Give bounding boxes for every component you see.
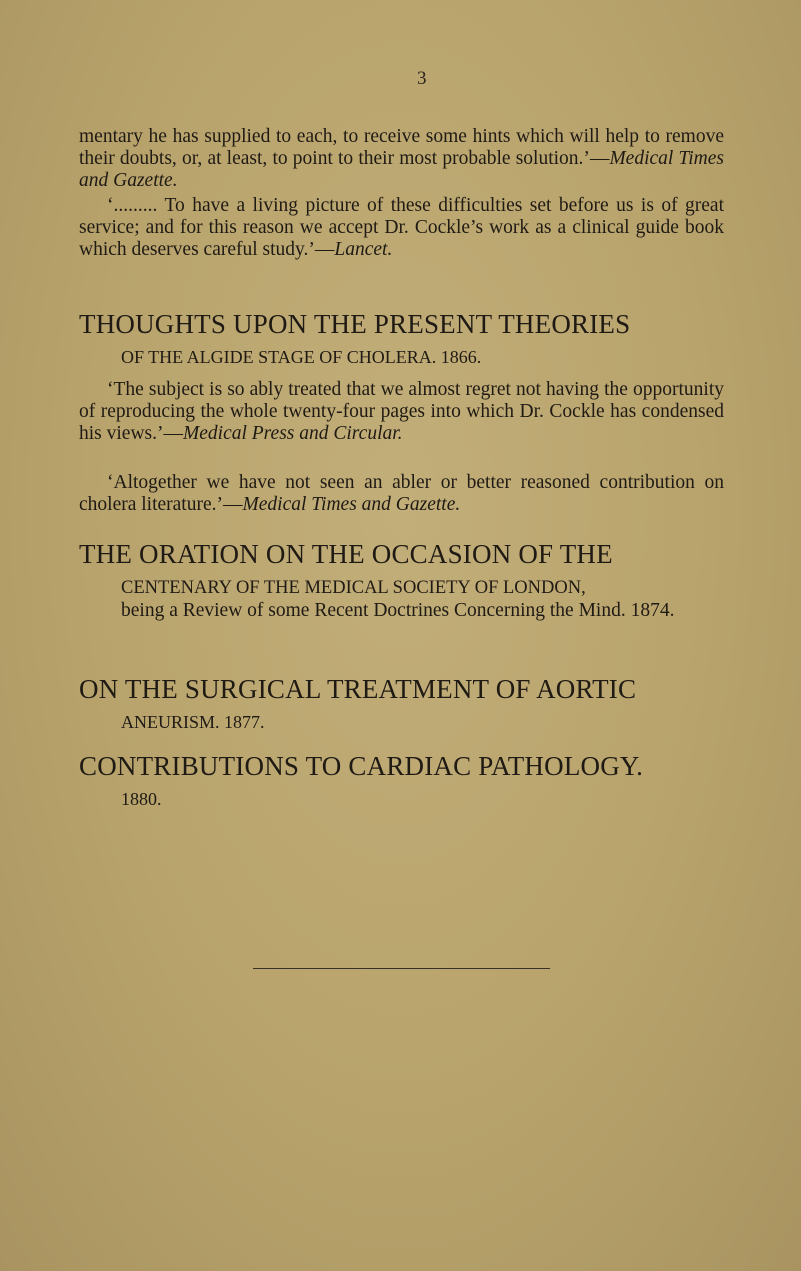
work-title-oration: THE ORATION ON THE OCCASION OF THE: [79, 539, 613, 569]
opening-paragraph: [79, 126, 724, 192]
work-description-oration: being a Review of some Recent Doctrines Concerning the Mind. 1874.: [121, 600, 675, 621]
closing-rule: [253, 968, 550, 969]
review-cholera-2-text: ‘Altogether we have not seen an abler or better reasoned contribution on cholera literature.’—: [79, 472, 724, 515]
page-number: 3: [417, 68, 427, 89]
review-cholera-1-text: ‘The subject is so ably treated that we almost regret not having the opportunity of reproducing the whole twenty-four pages into which Dr. Cockle has condensed his views.’—: [79, 379, 724, 444]
review-cholera-2: [79, 472, 724, 516]
work-subtitle-oration: CENTENARY OF THE MEDICAL SOCIETY OF LONDON,: [121, 578, 586, 598]
opening-paragraph-text: mentary he has supplied to each, to receive some hints which will help to remove their doubts, or, at least, to point to their most probable solution.’—: [79, 126, 724, 169]
work-title-cardiac: CONTRIBUTIONS TO CARDIAC PATHOLOGY.: [79, 751, 644, 781]
review-cholera-1: [79, 379, 724, 445]
work-title-cholera: THOUGHTS UPON THE PRESENT THEORIES: [79, 309, 631, 339]
work-title-aneurism: ON THE SURGICAL TREATMENT OF AORTIC: [79, 674, 637, 704]
work-subtitle-cholera: OF THE ALGIDE STAGE OF CHOLERA. 1866.: [121, 347, 482, 367]
review-cholera-2-citation: Medical Times and Gazette.: [242, 494, 461, 515]
work-subtitle-aneurism: ANEURISM. 1877.: [121, 712, 265, 732]
second-paragraph: [79, 195, 724, 261]
second-paragraph-citation: Lancet.: [334, 239, 393, 260]
review-cholera-1-citation: Medical Press and Circular.: [183, 423, 403, 444]
opening-paragraph-citation: Medical Times and Gazette.: [79, 148, 725, 191]
second-paragraph-text: ‘......... To have a living picture of these difficulties set before us is of great service; and for this reason we accept Dr. Cockle’s work as a clinical guide book which deserves careful study.’—: [79, 195, 724, 260]
work-subtitle-cardiac: 1880.: [121, 789, 162, 809]
